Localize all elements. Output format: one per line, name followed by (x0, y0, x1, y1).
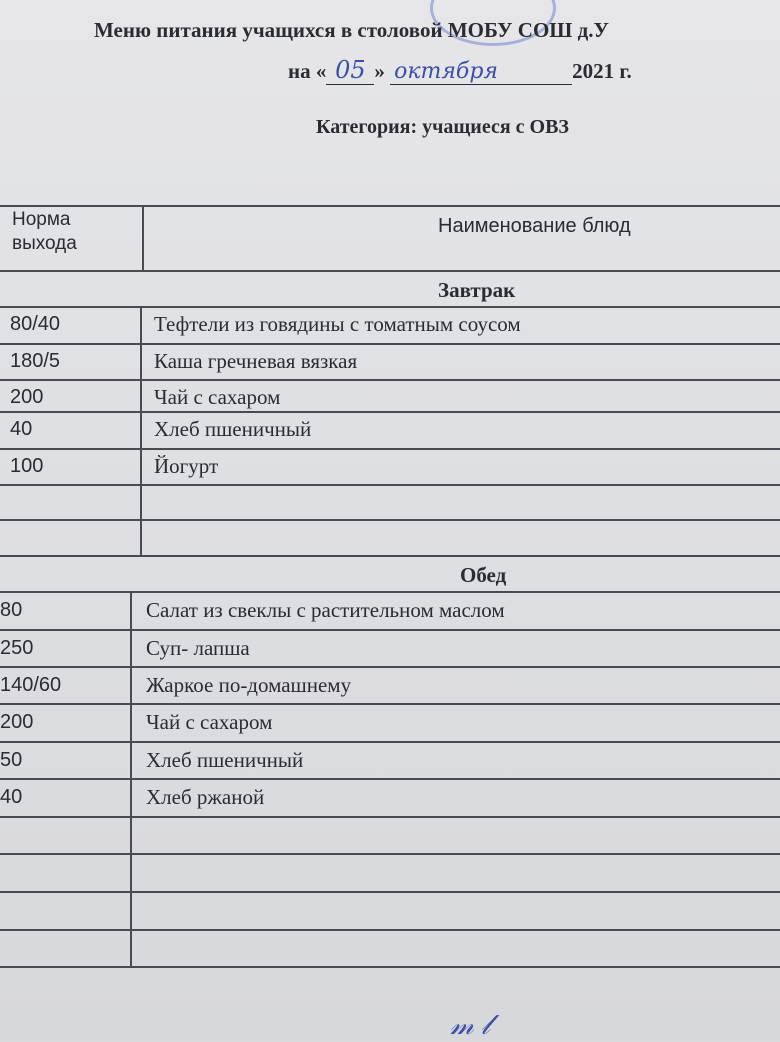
column-divider (130, 778, 132, 816)
column-divider (140, 411, 142, 448)
table-row-dish: Тефтели из говядины с томатным соусом (154, 312, 521, 336)
row-border (0, 484, 780, 486)
row-border (0, 629, 780, 631)
table-row-dish: Суп- лапша (146, 636, 250, 660)
column-divider (140, 519, 142, 555)
table-row-dish: Хлеб пшеничный (146, 748, 304, 772)
table-row-norm: 50 (0, 749, 23, 771)
date-month: октября (390, 59, 572, 85)
row-border (0, 379, 780, 381)
column-divider (130, 591, 132, 629)
row-border (0, 411, 780, 413)
column-divider (130, 703, 132, 741)
column-divider (130, 629, 132, 666)
row-border (0, 741, 780, 743)
row-border (0, 778, 780, 780)
table-row-norm: 200 (0, 711, 34, 733)
table-row-norm: 180/5 (10, 350, 61, 372)
table-row-norm: 40 (10, 418, 33, 440)
table-row-dish: Салат из свеклы с растительном маслом (146, 598, 505, 622)
date-prefix: на « (288, 59, 327, 83)
row-border (0, 306, 780, 308)
table-row-norm: 80/40 (10, 313, 61, 335)
column-header-name: Наименование блюд (438, 215, 631, 237)
column-divider (140, 306, 142, 343)
column-divider (130, 929, 132, 966)
section-title-breakfast: Завтрак (438, 278, 516, 302)
date-day: 05 (326, 56, 374, 85)
column-divider (140, 448, 142, 484)
row-border (0, 555, 780, 557)
table-row-dish: Чай с сахаром (146, 710, 273, 734)
column-divider (130, 816, 132, 853)
column-divider (130, 891, 132, 929)
table-row-norm: 200 (10, 386, 44, 408)
row-border (0, 519, 780, 521)
document-title: Меню питания учащихся в столовой МОБУ СОШ д.У (94, 18, 609, 42)
row-border (0, 343, 780, 345)
date-line (288, 56, 632, 85)
table-row-norm: 140/60 (0, 674, 62, 696)
row-border (0, 891, 780, 893)
table-row-norm: 250 (0, 637, 34, 659)
row-border (0, 591, 780, 593)
row-border (0, 666, 780, 668)
column-divider (130, 853, 132, 891)
table-row-norm: 80 (0, 599, 23, 621)
table-row-dish: Каша гречневая вязкая (154, 349, 358, 373)
row-border (0, 929, 780, 931)
date-sep: » (374, 59, 385, 83)
column-divider (130, 666, 132, 703)
row-border (0, 448, 780, 450)
row-border (0, 853, 780, 855)
table-row-dish: Хлеб ржаной (146, 785, 265, 809)
row-border (0, 703, 780, 705)
table-border (0, 270, 780, 272)
column-header-norm: Норма выхода (12, 209, 77, 254)
table-row-dish: Йогурт (154, 454, 219, 478)
category-line: Категория: учащиеся с ОВЗ (316, 116, 569, 138)
signature: 𝓂 𝓁 (450, 1010, 491, 1041)
column-divider (140, 379, 142, 411)
table-row-norm: 40 (0, 786, 23, 808)
table-row-norm: 100 (10, 455, 44, 477)
table-row-dish: Чай с сахаром (154, 385, 281, 409)
table-row-dish: Жаркое по-домашнему (146, 673, 352, 697)
table-border (0, 205, 780, 207)
row-border (0, 966, 780, 968)
column-divider (142, 205, 144, 270)
column-divider (140, 484, 142, 519)
section-title-lunch: Обед (460, 563, 507, 587)
column-divider (130, 741, 132, 778)
date-year: 2021 г. (572, 59, 632, 83)
row-border (0, 816, 780, 818)
column-divider (140, 343, 142, 379)
table-row-dish: Хлеб пшеничный (154, 417, 312, 441)
